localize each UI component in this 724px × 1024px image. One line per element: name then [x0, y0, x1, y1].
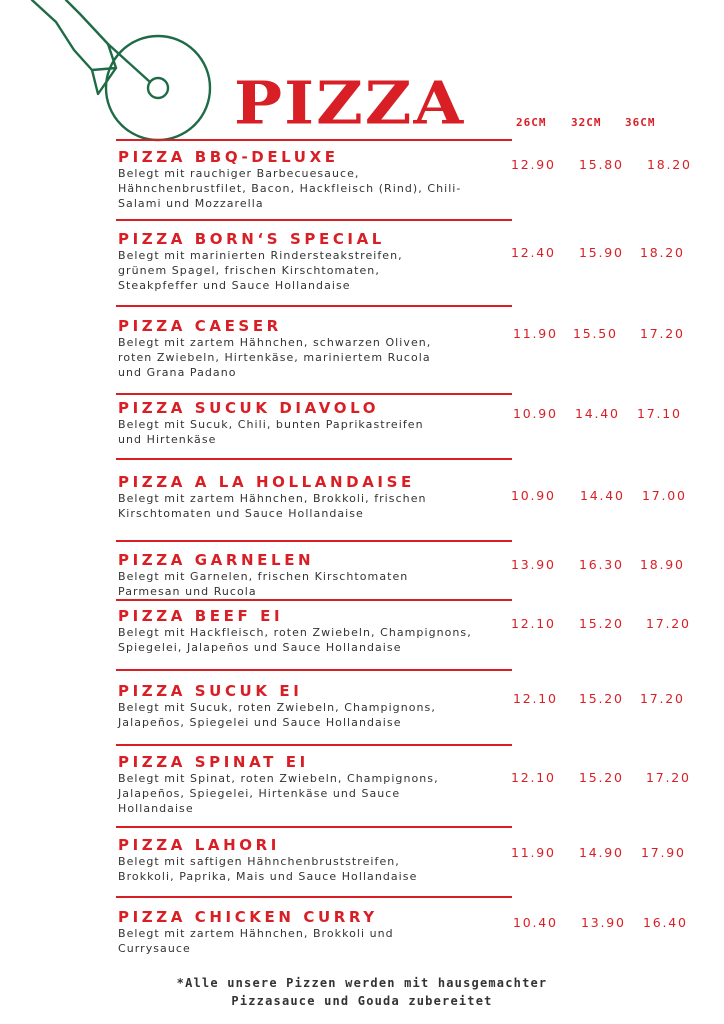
price-36cm: 17.90	[641, 845, 686, 860]
menu-item-name: PIZZA BBQ-DELUXE	[118, 148, 339, 166]
size-header-32cm: 32CM	[571, 116, 602, 129]
menu-item	[118, 473, 510, 522]
description-line: roten Zwiebeln, Hirtenkäse, mariniertem Rucola	[118, 350, 431, 364]
price-26cm: 11.90	[511, 845, 556, 860]
price-36cm: 17.00	[642, 488, 687, 503]
price-36cm: 18.20	[647, 157, 692, 172]
price-26cm: 12.40	[511, 245, 556, 260]
price-32cm: 13.90	[581, 915, 626, 930]
price-36cm: 18.90	[640, 557, 685, 572]
menu-item-description	[118, 626, 510, 656]
price-36cm: 17.20	[646, 770, 691, 785]
description-line: Belegt mit zartem Hähnchen, Brokkoli, frischen	[118, 492, 427, 505]
menu-item-description	[118, 772, 510, 816]
description-line: Belegt mit Garnelen, frischen Kirschtomaten	[118, 570, 409, 583]
description-line: Steakpfeffer und Sauce Hollandaise	[118, 278, 351, 292]
price-32cm: 15.50	[573, 326, 618, 341]
menu-item-description	[118, 492, 510, 522]
menu-item-description	[118, 701, 510, 731]
description-line: Currysauce	[118, 941, 191, 955]
description-line: Belegt mit saftigen Hähnchenbruststreifen,	[118, 855, 400, 868]
divider-line	[116, 305, 512, 307]
price-36cm: 17.20	[640, 326, 685, 341]
divider-line	[116, 540, 512, 542]
menu-item-name: PIZZA A LA HOLLANDAISE	[118, 473, 415, 491]
footnote	[0, 974, 724, 1010]
pizza-cutter-icon	[0, 0, 230, 150]
price-26cm: 11.90	[513, 326, 558, 341]
menu-item	[118, 317, 510, 380]
menu-item-name: PIZZA SPINAT EI	[118, 753, 309, 771]
price-36cm: 18.20	[640, 245, 685, 260]
divider-line	[116, 826, 512, 828]
divider-line	[116, 599, 512, 601]
description-line: Belegt mit Spinat, roten Zwiebeln, Champignons,	[118, 772, 439, 785]
description-line: Belegt mit marinierten Rindersteakstreifen,	[118, 249, 403, 262]
menu-item-name: PIZZA GARNELEN	[118, 551, 315, 569]
price-26cm: 10.90	[513, 406, 558, 421]
divider-line	[116, 669, 512, 671]
menu-item-description	[118, 418, 510, 448]
price-36cm: 16.40	[643, 915, 688, 930]
price-32cm: 15.80	[579, 157, 624, 172]
description-line: Jalapeños, Spiegelei, Hirtenkäse und Sauce	[118, 786, 401, 800]
menu-item-name: PIZZA BEEF EI	[118, 607, 284, 625]
menu-item	[118, 607, 510, 656]
menu-item-description	[118, 249, 510, 293]
menu-item-description	[118, 167, 510, 211]
description-line: grünem Spagel, frischen Kirschtomaten,	[118, 263, 380, 277]
description-line: und Grana Padano	[118, 365, 237, 379]
price-32cm: 14.90	[579, 845, 624, 860]
menu-item	[118, 148, 510, 211]
price-26cm: 12.90	[511, 157, 556, 172]
description-line: Spiegelei, Jalapeños und Sauce Hollandaise	[118, 640, 402, 654]
price-36cm: 17.20	[640, 691, 685, 706]
price-36cm: 17.20	[646, 616, 691, 631]
menu-title: PIZZA	[234, 69, 466, 139]
price-26cm: 10.40	[513, 915, 558, 930]
description-line: Jalapeños, Spiegelei und Sauce Hollandaise	[118, 715, 402, 729]
menu-item-name: PIZZA BORN‘S SPECIAL	[118, 230, 385, 248]
description-line: Kirschtomaten und Sauce Hollandaise	[118, 506, 364, 520]
description-line: Belegt mit Sucuk, Chili, bunten Paprikastreifen	[118, 418, 424, 431]
menu-item	[118, 399, 510, 448]
menu-item-description	[118, 927, 510, 957]
description-line: und Hirtenkäse	[118, 432, 217, 446]
price-32cm: 14.40	[575, 406, 620, 421]
divider-line	[116, 458, 512, 460]
description-line: Hollandaise	[118, 801, 194, 815]
price-32cm: 14.40	[580, 488, 625, 503]
description-line: Salami und Mozzarella	[118, 196, 264, 210]
description-line: Parmesan und Rucola	[118, 584, 257, 598]
price-26cm: 13.90	[511, 557, 556, 572]
price-32cm: 15.20	[579, 616, 624, 631]
size-header-36cm: 36CM	[625, 116, 656, 129]
price-26cm: 12.10	[511, 770, 556, 785]
menu-item-name: PIZZA CHICKEN CURRY	[118, 908, 378, 926]
footnote-line: Pizzasauce und Gouda zubereitet	[231, 994, 493, 1008]
divider-line	[116, 896, 512, 898]
price-32cm: 15.20	[579, 691, 624, 706]
description-line: Belegt mit zartem Hähnchen, schwarzen Oliven,	[118, 336, 432, 349]
footnote-line: *Alle unsere Pizzen werden mit hausgemachter	[176, 976, 548, 990]
menu-item-name: PIZZA CAESER	[118, 317, 282, 335]
price-32cm: 15.20	[579, 770, 624, 785]
divider-line	[116, 744, 512, 746]
menu-item-description	[118, 570, 510, 600]
description-line: Belegt mit zartem Hähnchen, Brokkoli und	[118, 927, 394, 940]
price-36cm: 17.10	[637, 406, 682, 421]
menu-item	[118, 753, 510, 816]
description-line: Hähnchenbrustfilet, Bacon, Hackfleisch (Rind), Chili-	[118, 181, 462, 195]
menu-item-name: PIZZA SUCUK EI	[118, 682, 303, 700]
price-26cm: 10.90	[511, 488, 556, 503]
menu-item-description	[118, 336, 510, 380]
menu-item	[118, 908, 510, 957]
menu-item	[118, 230, 510, 293]
price-26cm: 12.10	[513, 691, 558, 706]
divider-line	[116, 393, 512, 395]
menu-item	[118, 551, 510, 600]
menu-item	[118, 836, 510, 885]
description-line: Belegt mit Sucuk, roten Zwiebeln, Champignons,	[118, 701, 436, 714]
price-32cm: 15.90	[579, 245, 624, 260]
menu-item-name: PIZZA SUCUK DIAVOLO	[118, 399, 380, 417]
description-line: Brokkoli, Paprika, Mais und Sauce Hollandaise	[118, 869, 418, 883]
description-line: Belegt mit rauchiger Barbecuesauce,	[118, 167, 360, 180]
divider-line	[116, 219, 512, 221]
menu-item-name: PIZZA LAHORI	[118, 836, 280, 854]
price-32cm: 16.30	[579, 557, 624, 572]
menu-item	[118, 682, 510, 731]
divider-line	[116, 139, 512, 141]
price-26cm: 12.10	[511, 616, 556, 631]
menu-item-description	[118, 855, 510, 885]
description-line: Belegt mit Hackfleisch, roten Zwiebeln, Champignons,	[118, 626, 472, 639]
size-header-26cm: 26CM	[516, 116, 547, 129]
